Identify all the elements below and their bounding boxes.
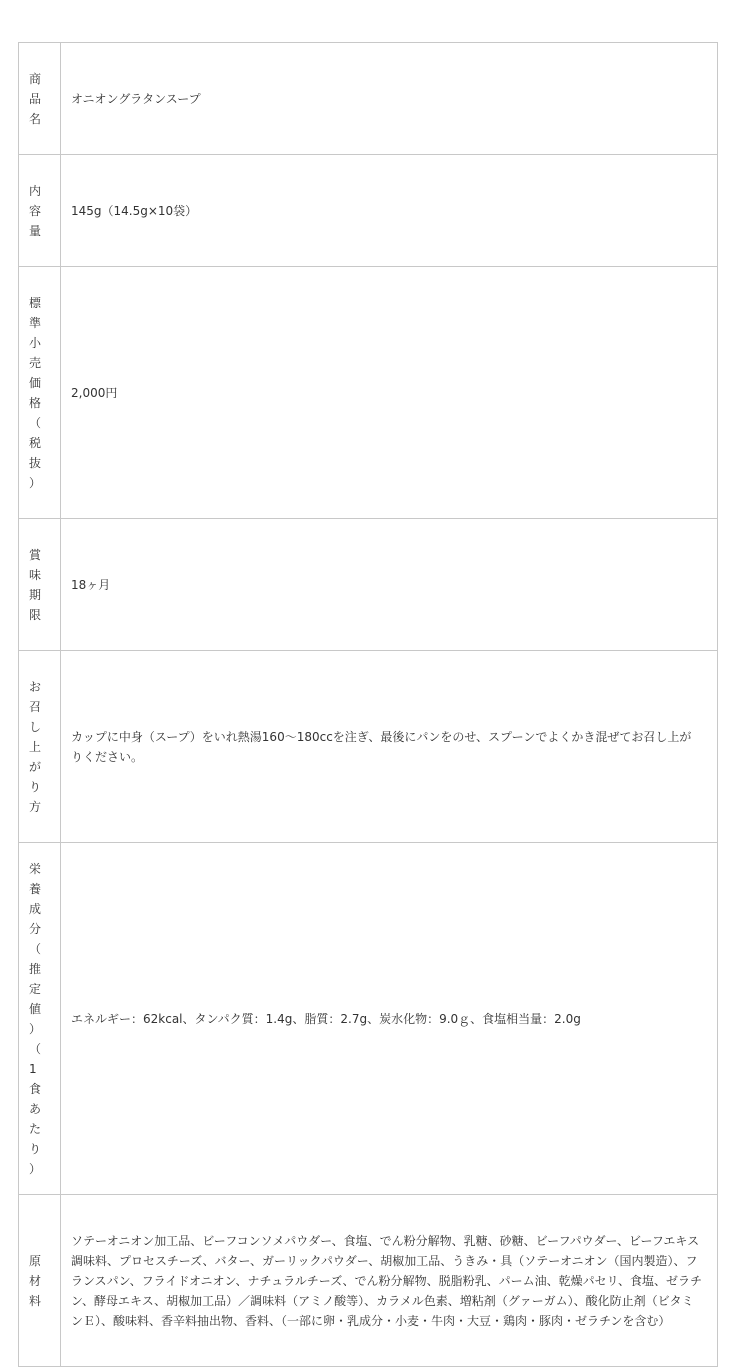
- row-label-cell: [19, 1195, 61, 1367]
- table-row-ingredients: [19, 1195, 718, 1367]
- table-row-expiry: [19, 519, 718, 651]
- row-label-cell: [19, 843, 61, 1195]
- row-label-cell: [19, 267, 61, 519]
- row-label: 内容量: [29, 183, 42, 238]
- row-value: エネルギー：62kcal、タンパク質：1.4g、脂質：2.7g、炭水化物：9.0ｇ、食塩相当量：2.0g: [71, 1011, 581, 1026]
- row-value: 2,000円: [71, 385, 118, 400]
- row-label: 賞味期限: [29, 547, 42, 622]
- row-value-cell: [61, 267, 718, 519]
- row-label-cell: [19, 519, 61, 651]
- row-label: お召し上がり方: [29, 679, 42, 814]
- row-value-cell: [61, 43, 718, 155]
- table-row-volume: [19, 155, 718, 267]
- row-value-cell: [61, 1195, 718, 1367]
- row-value: オニオングラタンスープ: [71, 91, 201, 106]
- row-label-cell: [19, 155, 61, 267]
- row-value: カップに中身（スープ）をいれ熱湯160～180ccを注ぎ、最後にパンをのせ、スプーンでよくかき混ぜてお召し上がりください。: [71, 729, 692, 764]
- product-spec-table: [18, 42, 718, 1367]
- row-value-cell: [61, 843, 718, 1195]
- table-row-price: [19, 267, 718, 519]
- table-row-product-name: [19, 43, 718, 155]
- row-value: 145g（14.5g×10袋）: [71, 203, 198, 218]
- row-value-cell: [61, 651, 718, 843]
- row-value-cell: [61, 155, 718, 267]
- row-label: 標準小売価格（税抜）: [29, 295, 42, 490]
- row-value: ソテーオニオン加工品、ビーフコンソメパウダー、食塩、でん粉分解物、乳糖、砂糖、ビーフパウダー、ビーフエキス調味料、プロセスチーズ、バター、ガーリックパウダー、胡椒加工品、うきみ・具（ソテーオニオン（国内製造）、フランスパン、フライドオニオン、ナチュラルチーズ、でん粉分解物、脱脂粉乳、パーム油、乾燥パセリ、食塩、ゼラチン、酵母エキス、胡椒加工品）／調味料（アミノ酸等）、カラメル色素、増粘剤（グァーガム）、酸化防止剤（ビタミンＥ）、酸味料、香辛料抽出物、香料、（一部に卵・乳成分・小麦・牛肉・大豆・鶏肉・豚肉・ゼラチンを含む）: [71, 1233, 702, 1328]
- row-label-cell: [19, 43, 61, 155]
- table-row-how-to-eat: [19, 651, 718, 843]
- row-label-cell: [19, 651, 61, 843]
- row-label: 原材料: [29, 1253, 42, 1308]
- row-value: 18ヶ月: [71, 577, 111, 592]
- row-label: 商品名: [29, 71, 42, 126]
- table-row-nutrition: [19, 843, 718, 1195]
- row-label: 栄養成分（推定値）（1食あたり）: [29, 861, 42, 1176]
- row-value-cell: [61, 519, 718, 651]
